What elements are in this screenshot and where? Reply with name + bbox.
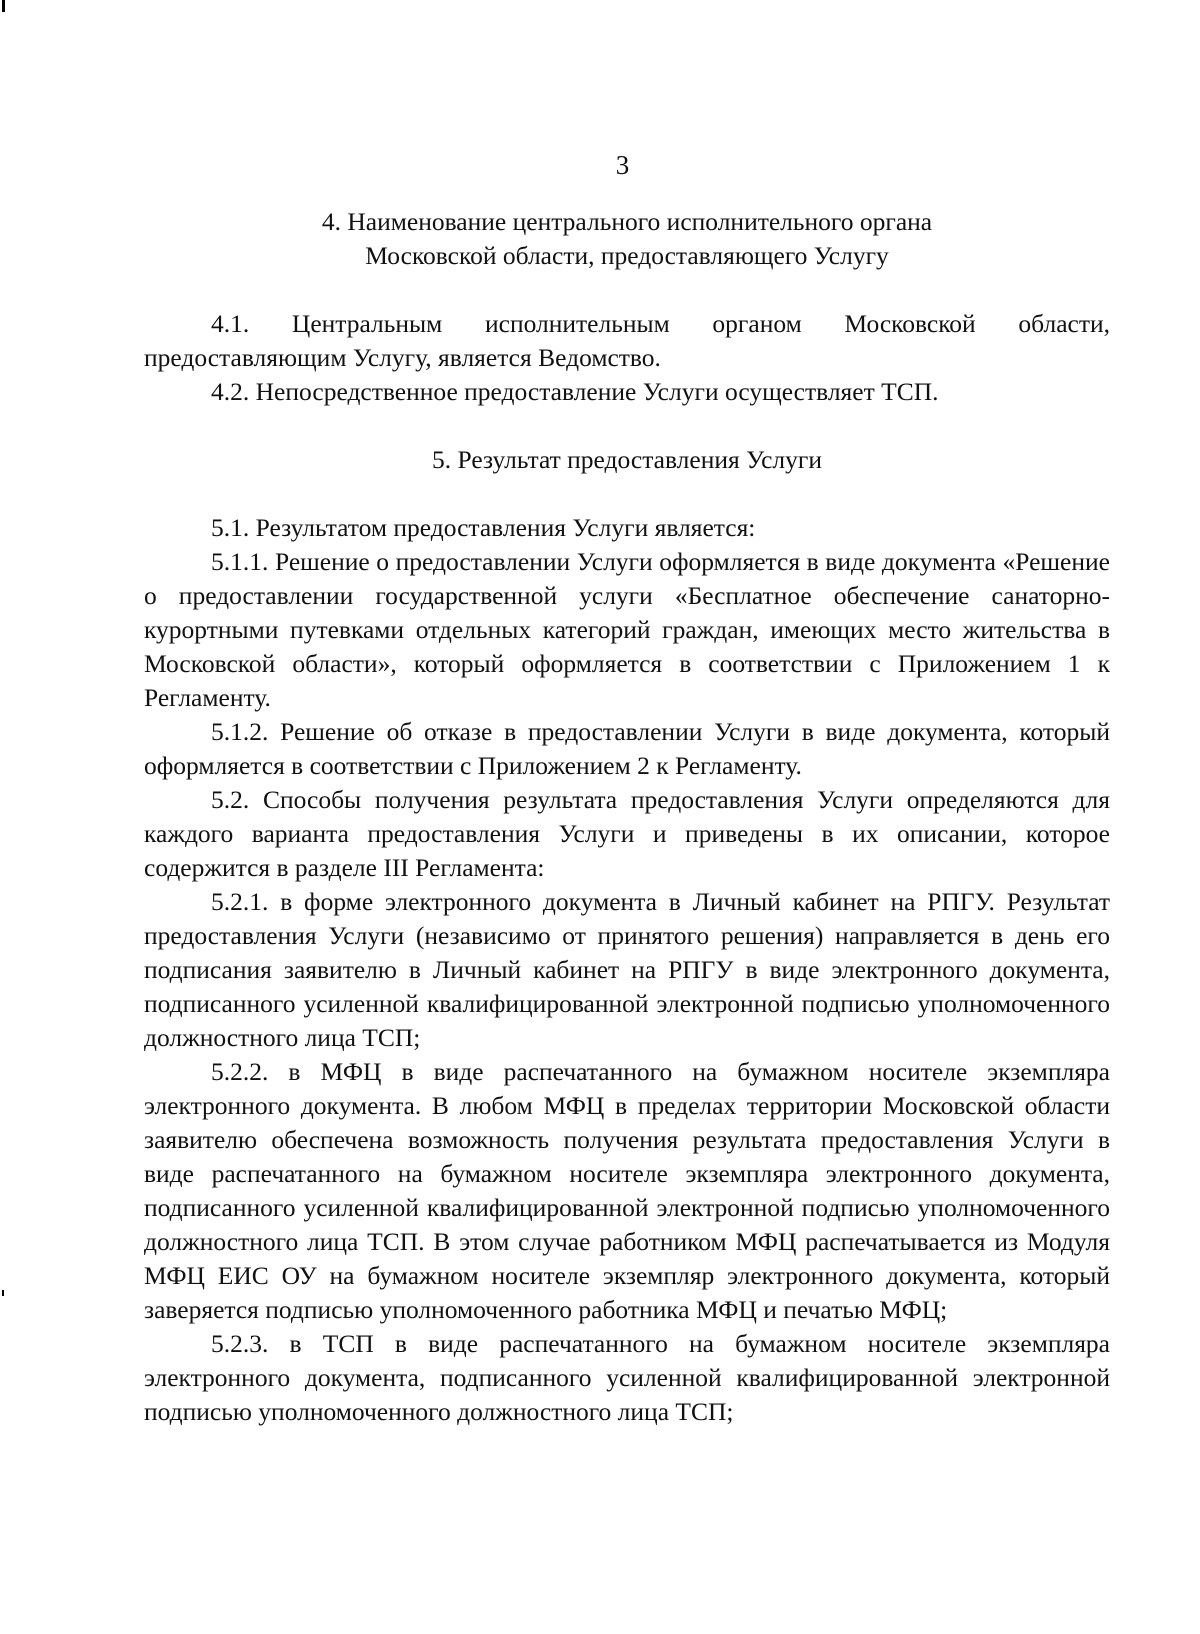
paragraph-5-1: 5.1. Результатом предоставления Услуги является:: [211, 513, 756, 542]
paragraph-5-1-1: 5.1.1. Решение о предоставлении Услуги оформляется в виде документа «Решение о предоставлении государственной услуги «Бесплатное обеспечение санаторно-курортными путевками отдельных категорий граждан, имеющих место жительства в Московской области», который оформляется в соответствии с Приложением 1 к Регламенту.: [144, 547, 1110, 712]
scan-edge-mark: [2, 0, 5, 12]
paragraph-5-2: 5.2. Способы получения результата предоставления Услуги определяются для каждого варианта предоставления Услуги и приведены в их описании, которое содержится в разделе III Регламента:: [144, 785, 1110, 882]
section-5-heading: [144, 443, 1110, 477]
document-body: [144, 205, 1110, 1429]
paragraph-5-2-3: 5.2.3. в ТСП в виде распечатанного на бумажном носителе экземпляра электронного документа, подписанного усиленной квалифицированной электронной подписью уполномоченного должностного лица ТСП;: [144, 1329, 1110, 1426]
paragraph-5-2-1: 5.2.1. в форме электронного документа в Личный кабинет на РПГУ. Результат предоставления Услуги (независимо от принятого решения) направляется в день его подписания заявителю в Личный кабинет на РПГУ в виде электронного документа, подписанного усиленной квалифицированной электронной подписью уполномоченного должностного лица ТСП;: [144, 887, 1110, 1052]
paragraph-4-1: 4.1. Центральным исполнительным органом Московской области, предоставляющим Услугу, является Ведомство.: [144, 309, 1110, 372]
section-4-heading-line-2: Московской области, предоставляющего Услугу: [365, 241, 889, 270]
scan-edge-mark: [2, 1290, 4, 1296]
section-4-heading: [144, 205, 1110, 273]
section-4-heading-line-1: 4. Наименование центрального исполнительного органа: [321, 207, 933, 236]
page-number: 3: [615, 150, 630, 180]
paragraph-5-2-2: 5.2.2. в МФЦ в виде распечатанного на бумажном носителе экземпляра электронного документа. В любом МФЦ в пределах территории Московской области заявителю обеспечена возможность получения результата предоставления Услуги в виде распечатанного на бумажном носителе экземпляра электронного документа, подписанного усиленной квалифицированной электронной подписью уполномоченного должностного лица ТСП. В этом случае работником МФЦ распечатывается из Модуля МФЦ ЕИС ОУ на бумажном носителе экземпляр электронного документа, который заверяется подписью уполномоченного работника МФЦ и печатью МФЦ;: [144, 1057, 1110, 1324]
section-5-heading-line: 5. Результат предоставления Услуги: [431, 445, 823, 474]
paragraph-5-1-2: 5.1.2. Решение об отказе в предоставлении Услуги в виде документа, который оформляется в соответствии с Приложением 2 к Регламенту.: [144, 717, 1110, 780]
paragraph-4-2: 4.2. Непосредственное предоставление Услуги осуществляет ТСП.: [211, 377, 939, 406]
